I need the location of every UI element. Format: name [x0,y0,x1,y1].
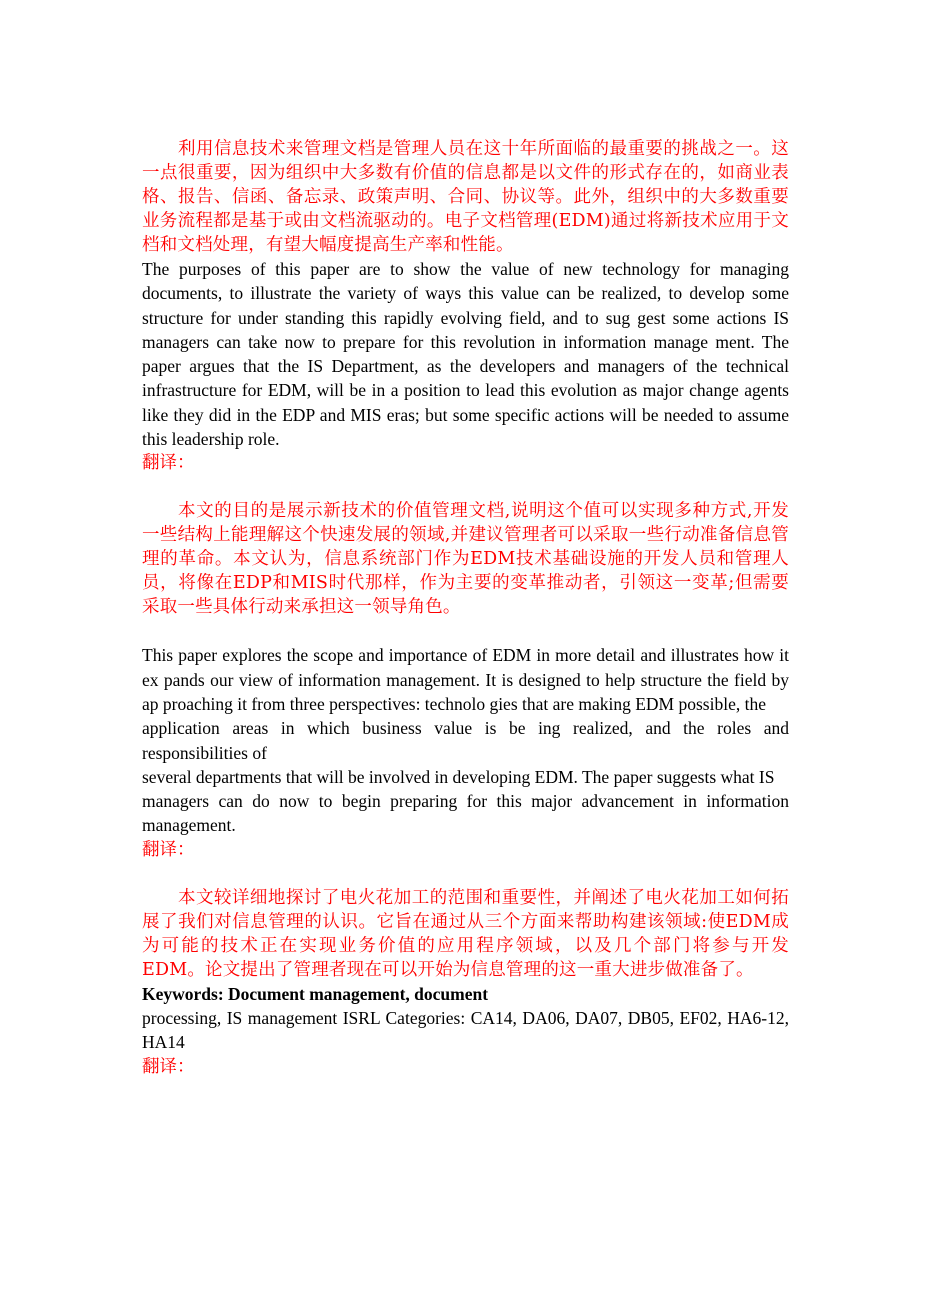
spacer [142,619,789,643]
english-paragraph-2-part-1: This paper explores the scope and importance of EDM in more detail and illustrates how it ex pands our view of information management. It is designed to help structure the field by ap proaching it from three perspectives: technolo gies that are making EDM possible, the [142,645,789,714]
spacer [142,475,789,499]
spacer [142,862,789,886]
chinese-paragraph-1: 利用信息技术来管理文档是管理人员在这十年所面临的最重要的挑战之一。这一点很重要，因为组织中大多数有价值的信息都是以文件的形式存在的，如商业表格、报告、信函、备忘录、政策声明、合同、协议等。此外，组织中的大多数重要业务流程都是基于或由文档流驱动的。电子文档管理(EDM)通过将新技术应用于文档和文档处理，有望大幅度提高生产率和性能。 [142,139,789,255]
translation-label-3: 翻译： [142,1056,195,1077]
chinese-paragraph-3: 本文较详细地探讨了电火花加工的范围和重要性，并阐述了电火花加工如何拓展了我们对信息管理的认识。它旨在通过从三个方面来帮助构建该领域:使EDM成为可能的技术正在实现业务价值的应用程序领域，以及几个部门将参与开发EDM。论文提出了管理者现在可以开始为信息管理的这一重大进步做准备了。 [142,887,789,980]
english-paragraph-1: The purposes of this paper are to show the value of new technology for managing documents, to illustrate the variety of ways this value can be realized, to develop some structure for under standing this rapidly evolving field, and to sug gest some actions IS managers can take now to prepare for this revolution in information manage ment. The paper argues that the IS Department, as the developers and managers of the technical infrastructure for EDM, will be in a position to lead this evolution as major change agents like they did in the EDP and MIS eras; but some specific actions will be needed to assume this leadership role. [142,259,789,450]
chinese-paragraph-2: 本文的目的是展示新技术的价值管理文档,说明这个值可以实现多种方式,开发一些结构上能理解这个快速发展的领域,并建议管理者可以采取一些行动准备信息管理的革命。本文认为，信息系统部门作为EDM技术基础设施的开发人员和管理人员，将像在EDP和MIS时代那样，作为主要的变革推动者，引领这一变革;但需要采取一些具体行动来承担这一领导角色。 [142,501,789,618]
translation-label-1: 翻译： [142,453,195,474]
translation-label-2: 翻译： [142,839,195,860]
keywords-continuation: processing, IS management ISRL Categories: CA14, DA06, DA07, DB05, EF02, HA6-12, HA14 [142,1008,789,1053]
english-paragraph-2 [142,643,789,837]
keywords-heading: Keywords: Document management, document [142,983,489,1004]
english-paragraph-2-part-4: managers can do now to begin preparing for this major advancement in information management. [142,791,789,836]
document-page [142,137,789,1079]
english-paragraph-2-part-3: several departments that will be involved in developing EDM. The paper suggests what IS [142,766,775,787]
english-paragraph-2-part-2: application areas in which business value is be ing realized, and the roles and responsibilities of [142,718,789,763]
